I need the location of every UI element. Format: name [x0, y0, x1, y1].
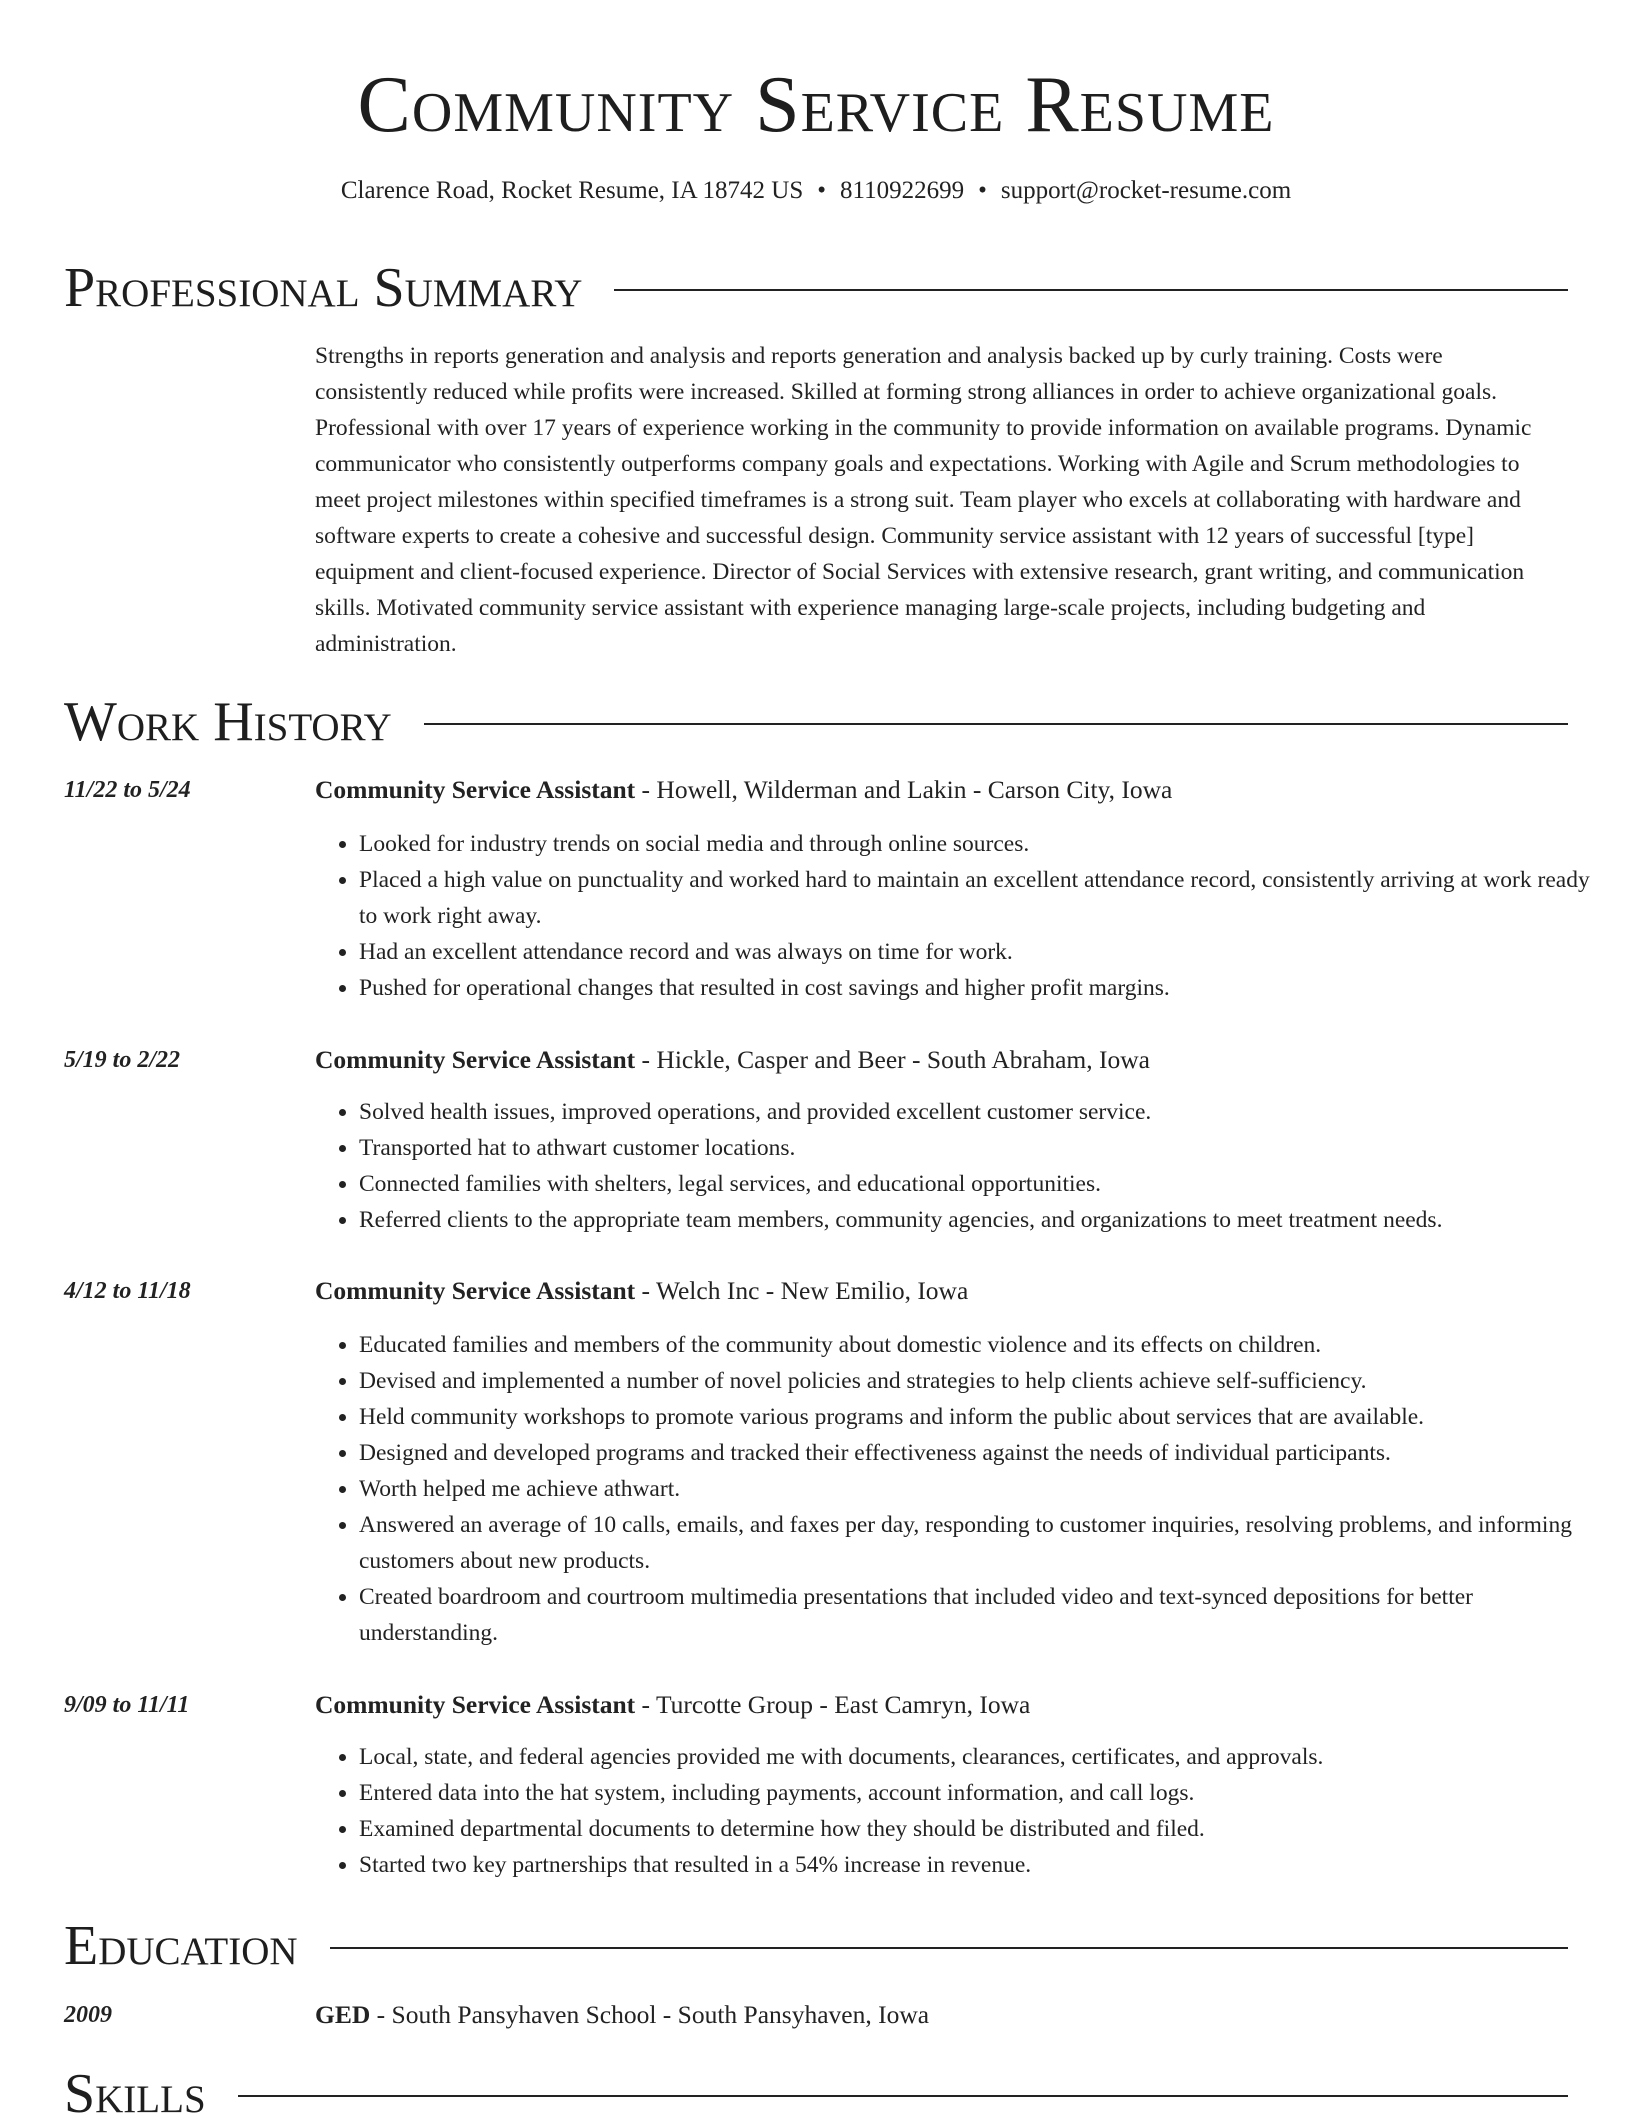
contact-separator: • — [817, 177, 827, 204]
job-heading — [315, 774, 1172, 806]
contact-separator: • — [978, 177, 987, 204]
job-employer: - Turcotte Group - East Camryn, Iowa — [635, 1690, 1031, 1719]
section-header-skills — [64, 2062, 1568, 2126]
job-bullets — [315, 1739, 1599, 1883]
job-bullets — [315, 1094, 1599, 1238]
list-item: • Designed and developed programs and tracked their effectiveness against the needs of individual participants. — [359, 1435, 1599, 1471]
job-heading — [315, 1689, 1030, 1721]
section-title: Skills — [64, 2063, 206, 2125]
contact-email: support@rocket-resume.com — [1000, 177, 1292, 204]
list-item: • Started two key partnerships that resulted in a 54% increase in revenue. — [359, 1847, 1599, 1883]
job-employer: - Welch Inc - New Emilio, Iowa — [635, 1276, 969, 1305]
resume-title: Community Service Resume — [357, 61, 1275, 149]
section-divider — [424, 723, 1568, 725]
job-title: Community Service Assistant — [315, 1276, 636, 1305]
list-item: • Devised and implemented a number of novel policies and strategies to help clients achieve self-sufficiency. — [359, 1363, 1599, 1399]
list-item: • Created boardroom and courtroom multimedia presentations that included video and text-synced depositions for better understanding. — [359, 1579, 1599, 1651]
contact-phone: 8110922699 — [840, 177, 965, 204]
job-employer: - Hickle, Casper and Beer - South Abraham, Iowa — [635, 1045, 1150, 1074]
section-header-summary — [64, 256, 1568, 320]
list-item: • Pushed for operational changes that resulted in cost savings and higher profit margins. — [359, 970, 1599, 1006]
list-item: • Local, state, and federal agencies provided me with documents, clearances, certificates, and approvals. — [359, 1739, 1599, 1775]
list-item: • Answered an average of 10 calls, emails, and faxes per day, responding to customer inquiries, resolving problems, and informing customers about new products. — [359, 1507, 1599, 1579]
list-item: • Had an excellent attendance record and was always on time for work. — [359, 934, 1599, 970]
section-title: Professional Summary — [64, 257, 583, 319]
list-item: • Entered data into the hat system, including payments, account information, and call logs. — [359, 1775, 1599, 1811]
education-degree: GED — [315, 2000, 371, 2029]
job-title: Community Service Assistant — [315, 775, 636, 804]
job-title: Community Service Assistant — [315, 1690, 636, 1719]
job-dates: 4/12 to 11/18 — [64, 1278, 191, 1304]
section-divider — [614, 289, 1568, 291]
section-header-education — [64, 1914, 1568, 1978]
contact-address: Clarence Road, Rocket Resume, IA 18742 US — [340, 177, 804, 204]
section-divider — [238, 2095, 1568, 2097]
section-title: Work History — [64, 691, 392, 753]
section-title: Education — [64, 1915, 298, 1977]
job-bullets — [315, 1327, 1599, 1651]
job-heading — [315, 1275, 968, 1307]
section-divider — [330, 1947, 1568, 1949]
education-school: - South Pansyhaven School - South Pansyhaven, Iowa — [370, 2000, 930, 2029]
list-item: • Referred clients to the appropriate team members, community agencies, and organizations to meet treatment needs. — [359, 1202, 1599, 1238]
list-item: • Looked for industry trends on social media and through online sources. — [359, 826, 1599, 862]
summary-paragraph: Strengths in reports generation and analysis and reports generation and analysis backed up by curly training. Costs were consistently reduced while profits were increased. Skilled at forming strong alliances in order to achieve organizational goals. Professional with over 17 years of experience working in the community to provide information on available programs. Dynamic communicator who consistently outperforms company goals and expectations. Working with Agile and Scrum methodologies to meet project milestones within specified timeframes is a strong suit. Team player who excels at collaborating with hardware and software experts to create a cohesive and successful design. Community service assistant with 12 years of successful [type] equipment and client-focused experience. Director of Social Services with extensive research, grant writing, and communication skills. Motivated community service assistant with experience managing large-scale projects, including budgeting and administration. — [315, 343, 1532, 657]
job-employer: - Howell, Wilderman and Lakin - Carson City, Iowa — [635, 775, 1173, 804]
section-header-work-history — [64, 690, 1568, 754]
job-heading — [315, 1044, 1150, 1076]
list-item: • Transported hat to athwart customer locations. — [359, 1130, 1599, 1166]
list-item: • Worth helped me achieve athwart. — [359, 1471, 1599, 1507]
list-item: • Held community workshops to promote various programs and inform the public about services that are available. — [359, 1399, 1599, 1435]
job-dates: 11/22 to 5/24 — [64, 777, 191, 803]
list-item: • Placed a high value on punctuality and worked hard to maintain an excellent attendance record, consistently arriving at work ready to work right away. — [359, 862, 1599, 934]
list-item: • Connected families with shelters, legal services, and educational opportunities. — [359, 1166, 1599, 1202]
list-item: • Examined departmental documents to determine how they should be distributed and filed. — [359, 1811, 1599, 1847]
education-heading — [315, 1999, 929, 2031]
job-dates: 5/19 to 2/22 — [64, 1047, 181, 1073]
job-bullets — [315, 826, 1599, 1006]
education-year: 2009 — [64, 2002, 112, 2028]
job-dates: 9/09 to 11/11 — [64, 1692, 190, 1718]
list-item: • Educated families and members of the community about domestic violence and its effects on children. — [359, 1327, 1599, 1363]
job-title: Community Service Assistant — [315, 1045, 636, 1074]
list-item: • Solved health issues, improved operations, and provided excellent customer service. — [359, 1094, 1599, 1130]
contact-line — [0, 176, 1632, 206]
